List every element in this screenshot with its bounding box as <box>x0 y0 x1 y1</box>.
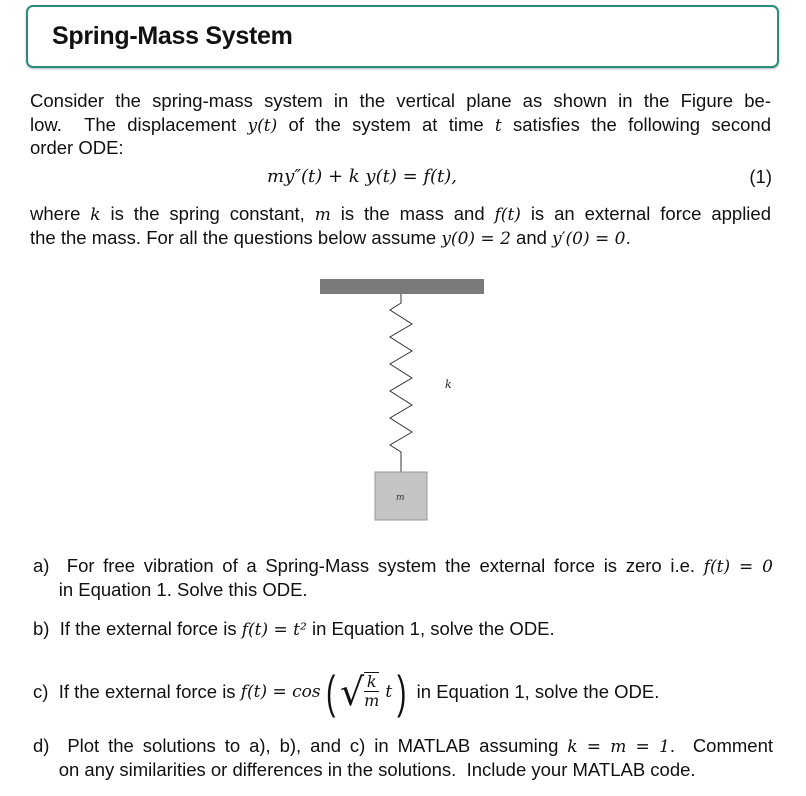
where-line <box>30 203 771 226</box>
intro-line <box>30 137 124 159</box>
sqrt-icon: √ <box>339 670 365 714</box>
math-expression: f(t) <box>494 205 521 225</box>
question-b-line <box>33 618 555 641</box>
math-expression: f(t) = 0 <box>703 557 773 577</box>
text-segment: low. The displacement <box>30 114 248 135</box>
math-expression: k = m = 1 <box>567 737 670 757</box>
question-c <box>33 666 660 718</box>
equation: my″(t) + k y(t) = f(t), <box>267 166 458 187</box>
math-expression: f(t) = t² <box>241 620 307 640</box>
text-segment: . Comment <box>669 735 774 756</box>
intro-line <box>30 114 771 137</box>
ceiling <box>320 279 484 294</box>
text-segment: the the mass. For all the questions below assume <box>30 227 442 248</box>
text-segment: a) For free vibration of a Spring-Mass system the external force is zero i.e. <box>33 555 704 576</box>
paren-left: ( <box>325 666 335 718</box>
text-segment: order ODE: <box>30 137 124 158</box>
spring-label: k <box>445 378 452 391</box>
question-d-line <box>33 735 773 758</box>
fraction-denominator: m <box>364 691 380 710</box>
question-c-suffix: in Equation 1, solve the ODE. <box>411 681 660 702</box>
spring-mass-figure <box>300 270 500 530</box>
text-segment: on any similarities or differences in the solutions. Include your MATLAB code. <box>33 759 696 780</box>
intro-line <box>30 90 771 112</box>
question-d-line <box>33 759 696 781</box>
question-a-line <box>33 555 773 578</box>
text-segment: in Equation 1, solve the ODE. <box>306 618 555 639</box>
question-c-var: t <box>385 682 393 702</box>
question-a-line <box>33 579 308 601</box>
text-segment: is an external force applied <box>520 203 771 224</box>
equation-number: (1) <box>749 166 772 187</box>
math-expression: y(0) = 2 <box>441 229 511 249</box>
math-expression: k <box>90 205 101 225</box>
text-segment: in Equation 1. Solve this ODE. <box>33 579 308 600</box>
math-expression: y(t) <box>247 116 278 136</box>
text-segment: where <box>30 203 91 224</box>
spring <box>390 294 412 472</box>
question-c-text: c) If the external force is <box>33 681 241 702</box>
text-segment: is the mass and <box>330 203 495 224</box>
math-expression: m <box>314 205 331 225</box>
question-c-func: f(t) = cos <box>240 682 321 702</box>
fraction <box>364 672 379 710</box>
text-segment: of the system at time <box>277 114 495 135</box>
where-line <box>30 227 631 250</box>
text-segment: and <box>510 227 553 248</box>
page-title: Spring-Mass System <box>52 22 293 50</box>
text-segment: b) If the external force is <box>33 618 242 639</box>
fraction-numerator: k <box>364 673 379 692</box>
text-segment: d) Plot the solutions to a), b), and c) in MATLAB assuming <box>33 735 568 756</box>
title-box <box>26 5 779 68</box>
text-segment: is the spring constant, <box>100 203 315 224</box>
math-expression: y′(0) = 0. <box>552 229 631 249</box>
text-segment: Consider the spring-mass system in the vertical plane as shown in the Figure be- <box>30 90 771 111</box>
paren-right: ) <box>397 666 407 718</box>
math-expression: t <box>494 116 502 136</box>
text-segment: satisfies the following second <box>501 114 771 135</box>
mass-label: m <box>396 493 405 503</box>
